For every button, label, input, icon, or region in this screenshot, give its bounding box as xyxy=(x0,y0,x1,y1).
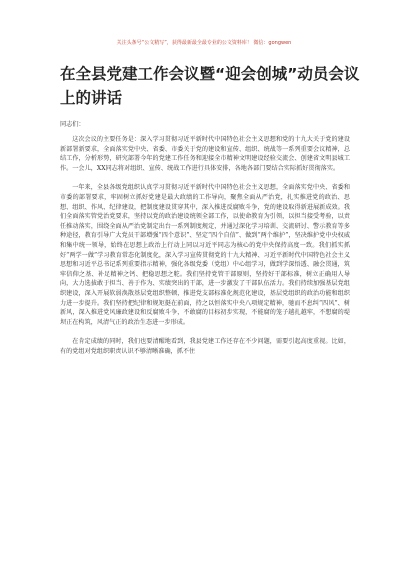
document-body xyxy=(60,135,350,360)
top-banner: 关注头条号“公文精写”，获得最新最全最专业的公文资料库！ 微信：gongwen xyxy=(116,40,292,46)
salutation: 同志们： xyxy=(60,121,85,128)
body-paragraph-3: 在肯定成绩的同时，我们也要清醒地看到，我县党建工作还存在不少问题，需要引起高度重视。比如，有的党组对党组织职责认识不够清晰准确，抓不住 xyxy=(60,338,350,355)
body-paragraph-2: 一年来，全县各级党组织认真学习贯彻习近平新时代中国特色社会主义思想，全面落实党中央、省委和市委的部署要求，牢固树立抓好党建是最大政绩的工作导向，聚焦全面从严治党，扎实推进党的政治、思想、组织、作风、纪律建设，把制度建设贯穿其中，深入推进反腐败斗争，党的建设取得新进展新成效。我们全面落实管党治党要求，坚持以党的政治建设统领全部工作，以使命教育为引领，以担当接受考验，以责任推动落实，围绕全面从严治党制定出台一系列制度规定，并通过深化学习培训、交流研讨、警示教育等多种途径，教育引导广大党员干部增强“四个意识”、坚定“四个自信”、做到“两个维护”，坚决维护党中央权威和集中统一领导，始终在思想上政治上行动上同以习近平同志为核心的党中央保持高度一致。我们抓实抓好“两学一做”学习教育常态化制度化，深入学习宣传贯彻党的十九大精神、习近平新时代中国特色社会主义思想和习近平总书记系列重要指示精神，强化各级党委（党组）中心组学习，做到学深悟透、融会贯通，筑牢信仰之基、补足精神之钙、把稳思想之舵。我们坚持党管干部原则，坚持好干部标准，树立正确用人导向，大力选拔敢于担当、善于作为、实绩突出的干部，进一步激发了干部队伍活力。我们持续加强基层党组织建设，深入开展软弱涣散基层党组织整顿，推进党支部标准化规范化建设，基层党组织的政治功能和组织力进一步提升。我们坚持把纪律和规矩挺在前面，持之以恒落实中央八项规定精神，驰而不息纠“四风”、树新风，深入推进党风廉政建设和反腐败斗争，不敢腐的目标初步实现，不能腐的笼子越扎越牢，不想腐的堤坝正在构筑，风清气正的政治生态进一步形成。 xyxy=(60,184,350,326)
body-paragraph-1: 这次会议的主要任务是：深入学习贯彻习近平新时代中国特色社会主义思想和党的十九大关于党的建设新部署新要求，全面落实党中央、省委、市委关于党的建设和宣传、组织、统战等一系列重要会议精神，总结工作，分析形势，研究部署今年的党建工作任务和迎接全市精神文明建设经验交流会、创建省文明县城工作。一会儿，XX同志将对组织、宣传、统战工作进行具体安排，各地各部门要结合实际抓好贯彻落实。 xyxy=(60,136,350,172)
page-title: 在全县党建工作会议暨“迎会创城”动员会议上的讲话 xyxy=(60,65,360,107)
